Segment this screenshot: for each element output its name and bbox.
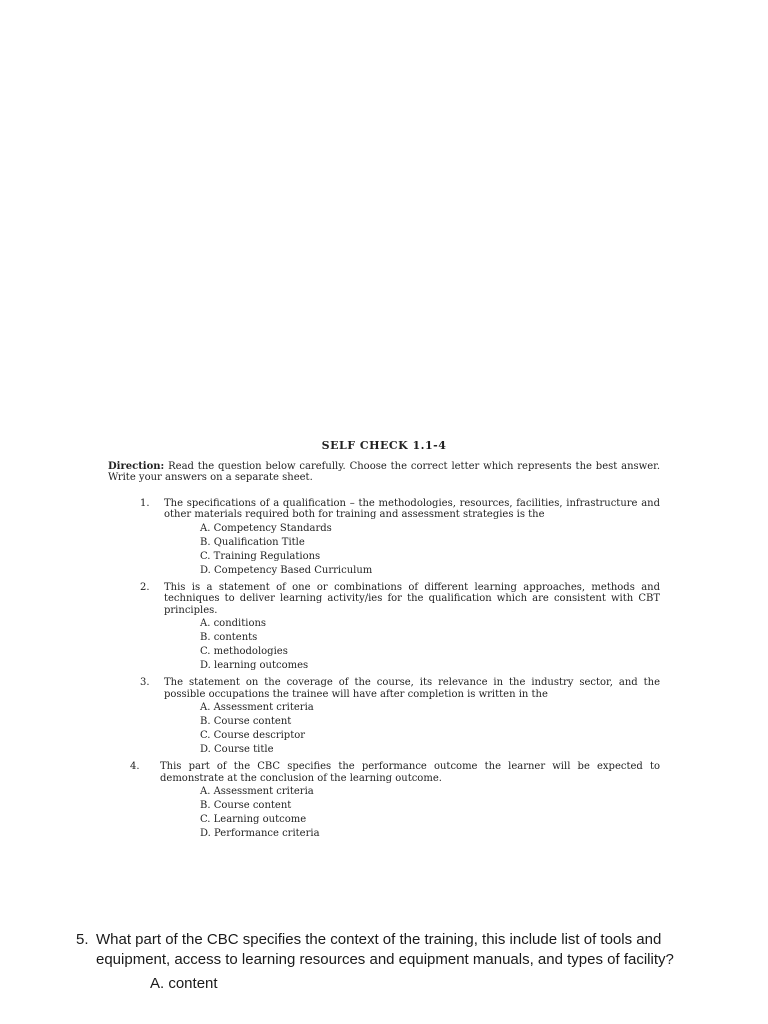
question-3-options — [108, 702, 660, 758]
option: C. Learning outcome — [200, 814, 307, 825]
option: D. Performance criteria — [200, 828, 320, 839]
question-1-options — [108, 523, 660, 579]
direction-label: Direction: — [108, 460, 165, 472]
question-number: 1. — [140, 497, 150, 509]
option: C. methodologies — [200, 646, 288, 657]
question-text: This part of the CBC specifies the performance outcome the learner will be expected to demonstrate at the conclusion of the learning outcome. — [160, 761, 660, 784]
question-3 — [108, 677, 660, 700]
option: C. Course descriptor — [200, 730, 306, 741]
question-4-options — [108, 786, 660, 842]
question-5 — [76, 930, 676, 994]
option: A. Competency Standards — [200, 522, 332, 534]
option: A. conditions — [200, 618, 267, 629]
question-2 — [108, 582, 660, 617]
question-2-options — [108, 618, 660, 674]
option: A. content — [150, 975, 218, 992]
option: D. Course title — [200, 744, 274, 755]
option: D. Competency Based Curriculum — [200, 564, 373, 576]
option: B. contents — [200, 632, 258, 643]
option: A. Assessment criteria — [200, 786, 314, 797]
question-text: This is a statement of one or combinations of different learning approaches, methods and techniques to deliver learning activity/ies for the qualification which are consistent with CBT principles. — [164, 581, 660, 616]
question-number: 4. — [130, 761, 140, 772]
option: C. Training Regulations — [200, 550, 321, 562]
question-number: 5. — [76, 931, 89, 948]
option: B. Course content — [200, 716, 292, 727]
question-text: The statement on the coverage of the course, its relevance in the industry sector, and the possible occupations the trainee will have after completion is written in the — [164, 677, 660, 700]
question-4 — [108, 761, 660, 784]
direction-text: Read the question below carefully. Choose the correct letter which represents the best answer. Write your answers on a separate sheet. — [108, 460, 660, 483]
self-check-section — [108, 440, 660, 845]
question-text: What part of the CBC specifies the context of the training, this include list of tools and equipment, access to learning resources and equipment manuals, and types of facility? — [96, 931, 674, 968]
question-number: 2. — [140, 581, 150, 593]
option: B. Qualification Title — [200, 536, 305, 548]
direction-paragraph — [108, 461, 660, 484]
option: A. Assessment criteria — [200, 702, 314, 713]
option: D. learning outcomes — [200, 660, 309, 671]
question-text: The specifications of a qualification – the methodologies, resources, facilities, infrastructure and other materials required both for training and assessment strategies is the — [164, 497, 660, 520]
question-number: 3. — [140, 677, 150, 688]
self-check-title: SELF CHECK 1.1-4 — [321, 439, 447, 452]
question-1 — [108, 498, 660, 521]
option: B. Course content — [200, 800, 292, 811]
